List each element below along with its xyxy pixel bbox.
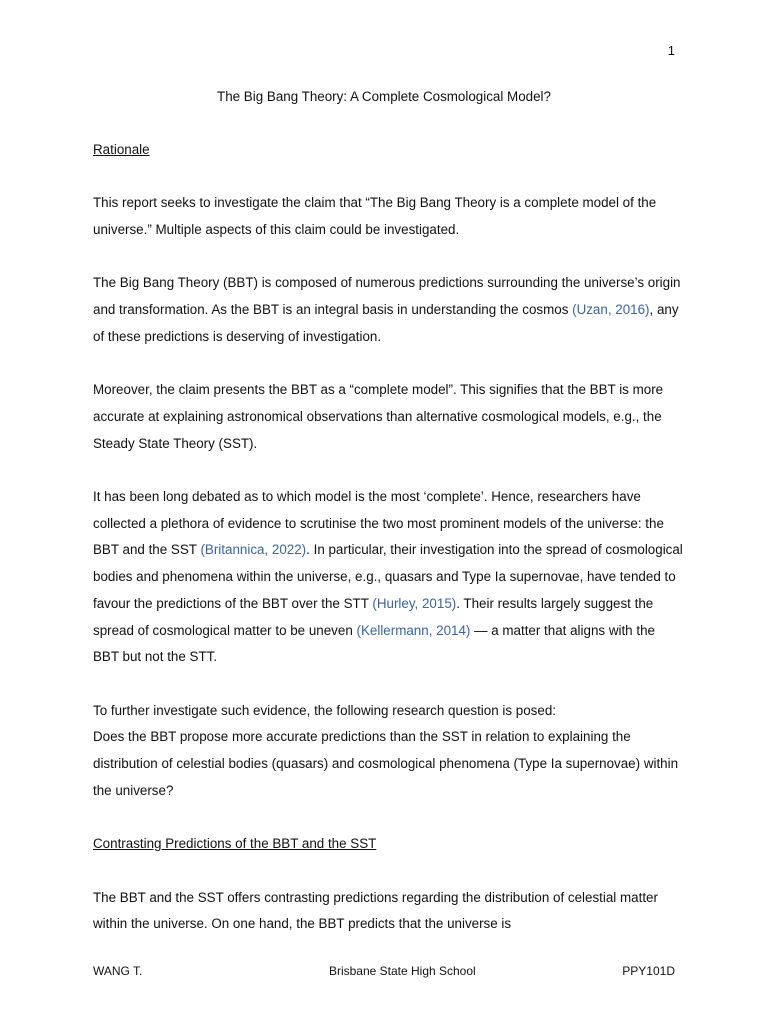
paragraph-question-intro: To further investigate such evidence, the following research question is posed: [93,702,556,718]
citation-uzan: (Uzan, 2016) [572,302,650,318]
research-question: Does the BBT propose more accurate predictions than the SST in relation to explaining the distribution of celestial bodies (quasars) and cosmological phenomena (Type Ia supernovae) within the universe? [93,729,679,798]
footer-school: Brisbane State High School [328,964,476,978]
citation-kellermann: (Kellermann, 2014) [356,622,471,638]
document-body [93,137,683,938]
paragraph-contrast: The BBT and the SST offers contrasting predictions regarding the distribution of celestial matter within the universe. On one hand, the BBT predicts that the universe is [93,889,658,932]
contrast-heading: Contrasting Predictions of the BBT and the SST [93,836,377,852]
page-footer [93,962,675,980]
paragraph-text: It has been long debated as to which model is the most ‘complete’. Hence, researchers have collected a plethora of evidence to scrutinise the two most prominent models of the universe: the BBT and the SST [93,489,664,558]
citation-britannica: (Britannica, 2022) [200,542,307,558]
paragraph-text: — a matter that aligns with the BBT but not the STT. [93,622,655,665]
paragraph-text: The Big Bang Theory (BBT) is composed of numerous predictions surrounding the universe’s origin and transformation. As the BBT is an integral basis in understanding the cosmos [93,275,681,318]
footer-author: WANG T. [93,964,143,978]
paragraph-text: . Their results largely suggest the spread of cosmological matter to be uneven [93,595,654,638]
paragraph-bbt-predictions [93,270,683,350]
citation-hurley: (Hurley, 2015) [372,595,457,611]
document-title: The Big Bang Theory: A Complete Cosmological Model? [217,89,551,104]
paragraph-complete-model: Moreover, the claim presents the BBT as a “complete model”. This signifies that the BBT is more accurate at explaining astronomical observations than alternative cosmological models, e.g., the Steady State Theory (SST). [93,382,664,451]
footer-code: PPY101D [622,964,675,978]
paragraph-text: , any of these predictions is deserving of investigation. [93,302,679,344]
rationale-heading: Rationale [93,142,150,157]
paragraph-claim: This report seeks to investigate the claim that “The Big Bang Theory is a complete model of the universe.” Multiple aspects of this claim could be investigated. [93,195,657,238]
paragraph-debate [93,484,683,671]
paragraph-text: . In particular, their investigation into the spread of cosmological bodies and phenomena within the universe, e.g., quasars and Type Ia supernovae, have tended to favour the predictions of the BBT over the STT [93,542,683,611]
page-number: 1 [667,43,675,58]
